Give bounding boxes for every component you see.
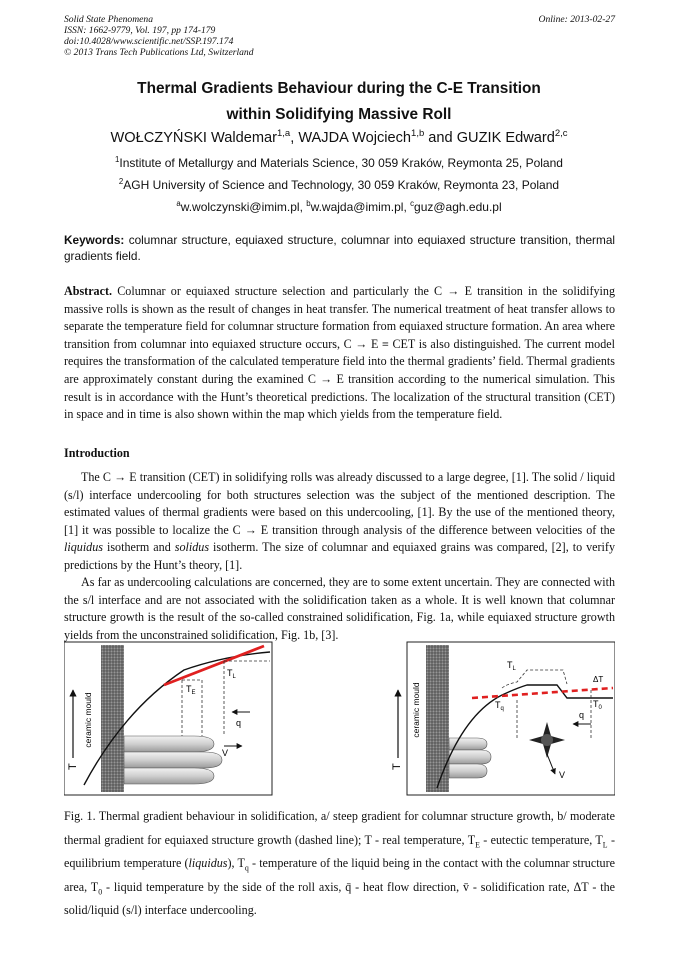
caption-sub: E <box>475 839 480 849</box>
doi-line: doi:10.4028/www.scientific.net/SSP.197.174 <box>64 36 234 47</box>
caption-part: ), T <box>227 856 245 870</box>
intro-p1-text-b: isotherm and <box>102 540 175 555</box>
email-a-sup: a <box>176 199 181 208</box>
figure-1a-panel <box>64 642 272 795</box>
caption-part: - equilibrium temperature ( <box>64 832 615 870</box>
copyright-line: © 2013 Trans Tech Publications Ltd, Switzerland <box>64 47 254 58</box>
intro-p1-liquidus: liquidus <box>64 540 103 555</box>
affiliation-1-text: Institute of Metallurgy and Materials Science, 30 059 Kraków, Reymonta 25, Poland <box>119 156 563 170</box>
online-date: Online: 2013-02-27 <box>538 14 615 25</box>
author-2-sup: 1,b <box>411 128 425 140</box>
author-2: WAJDA Wojciech <box>298 130 412 146</box>
keywords <box>64 233 615 264</box>
affiliation-2-text: AGH University of Science and Technology, 30 059 Kraków, Reymonta 23, Poland <box>123 178 560 192</box>
email-a: w.wolczynski@imim.pl, <box>180 200 307 214</box>
author-3: GUZIK Edward <box>456 130 555 146</box>
mould-wall <box>101 645 124 792</box>
label-TL: $T_L$ <box>227 668 236 680</box>
email-b-sup: b <box>306 199 311 208</box>
email-c-sup: c <box>410 199 415 208</box>
label-TL: $T_L$ <box>507 660 516 672</box>
label-Tq: $T_q$ <box>495 700 504 712</box>
caption-sub: q <box>244 863 249 873</box>
journal-header <box>64 14 254 58</box>
author-1-sup: 1,a <box>277 128 291 140</box>
label-V: V <box>559 770 566 780</box>
section-heading-introduction: Introduction <box>64 446 130 460</box>
email-b: w.wajda@imim.pl, <box>310 200 411 214</box>
mould-label: ceramic mould <box>83 692 93 748</box>
mould-wall <box>426 645 449 792</box>
temperature-axis-label: T <box>391 763 403 770</box>
author-separator: , <box>290 130 299 146</box>
moderate-gradient-line <box>472 688 613 698</box>
affiliation-2 <box>0 178 678 192</box>
figure-1-caption <box>64 805 615 923</box>
title-line-1: Thermal Gradients Behaviour during the C-E Transition <box>137 80 541 97</box>
steep-gradient-line <box>164 646 264 685</box>
label-T0: $T_0$ <box>593 699 602 711</box>
intro-p1-text-c: isotherm. The size of columnar and equiaxed grains was compared, [2], to verify predictions by the Hunt’s theory, [1]. <box>64 540 615 572</box>
title-line-2: within Solidifying Massive Roll <box>226 106 452 123</box>
abstract-text: Columnar or equiaxed structure selection and particularly the C → E transition in the solidifying massive rolls is shown as the result of changes in heat transfer. The numerical treatment of heat transfer allows to separate the temperature field for columnar structure formation from equiaxed structure formation. An area where transition from columnar into equiaxed structure occurs, C → E ≡ CET is also distinguished. The current model requires the transformation of the calculated temperature field into the thermal gradients’ field. Thermal gradients are approximately constant during the examined C → E transition according to the numerical simulation. This result is in accordance with the Hunt’s theoretical predictions. The localization of the structural transition (CET) in space and in time is also shown within the map which yields from the temperature field. <box>64 284 615 422</box>
issn-line: ISSN: 1662-9779, Vol. 197, pp 174-179 <box>64 25 216 36</box>
figure-1 <box>64 640 615 798</box>
label-q: q <box>236 718 242 728</box>
abstract <box>64 283 615 424</box>
email-c: guz@agh.edu.pl <box>414 200 502 214</box>
velocity-arrow <box>547 754 555 774</box>
author-separator: and <box>424 130 457 146</box>
intro-paragraph-1 <box>64 469 615 575</box>
affiliation-2-num: 2 <box>118 177 124 186</box>
affiliation-1 <box>0 156 678 170</box>
mould-label: ceramic mould <box>411 682 421 738</box>
author-1: WOŁCZYŃSKI Waldemar <box>110 130 278 146</box>
label-TE: $T_E$ <box>186 684 196 696</box>
label-q: q <box>579 710 585 720</box>
equiaxed-grain <box>529 722 565 758</box>
journal-name: Solid State Phenomena <box>64 14 153 25</box>
abstract-label: Abstract. <box>64 284 113 298</box>
caption-italic: liquidus <box>188 856 228 870</box>
intro-p1-solidus: solidus <box>174 540 210 555</box>
caption-part: - eutectic temperature, T <box>479 832 603 847</box>
affiliation-1-num: 1 <box>115 155 120 164</box>
temperature-axis-label: T <box>67 763 79 770</box>
intro-p1-text-a: The C → E transition (CET) in solidifying rolls was already discussed to a large degree, [1]. The solid / liquid (s/l) interface undercooling for both structures selection was the subject of the mentioned description. The estimated values of thermal gradients were based on this undercooling, [1]. By the use of the mentioned theory, [1] it was possible to localize the C → E transition through analysis of the difference between velocities of the <box>64 470 615 537</box>
authors <box>0 130 678 146</box>
label-deltaT: ΔT <box>593 675 604 684</box>
author-3-sup: 2,c <box>554 128 568 140</box>
columnar-grains <box>124 736 222 784</box>
caption-part: Fig. 1. Thermal gradient behaviour in solidification, a/ steep gradient for columnar structure growth, b/ moderate thermal gradient for equiaxed structure growth (dashed line); T - real temperature, T <box>64 809 615 847</box>
caption-part: - temperature of the liquid being in the contact with the columnar structure area, T <box>64 856 615 894</box>
emails <box>0 200 678 214</box>
caption-part: - liquid temperature by the side of the roll axis, q̄ - heat flow direction, v̄ - solidification rate, ΔT - the solid/liquid (s/l) interface undercooling. <box>64 879 615 917</box>
intro-paragraph-2: As far as undercooling calculations are concerned, they are to some extent uncertain. They are connected with the s/l interface and are not associated with the solidification taken as a whole. It is well known that columnar structure growth is the result of the so-called constrained solidification, Fig. 1a, while equiaxed structure growth yields from the unconstrained solidification, Fig. 1b, [3]. <box>64 575 615 642</box>
figure-1b-panel <box>391 642 615 795</box>
keywords-label: Keywords: <box>64 233 125 247</box>
caption-sub: L <box>602 839 608 849</box>
caption-sub: 0 <box>98 886 103 896</box>
keywords-text: columnar structure, equiaxed structure, columnar into equiaxed structure transition, thermal gradients field. <box>64 233 615 263</box>
label-V: V <box>222 748 229 758</box>
